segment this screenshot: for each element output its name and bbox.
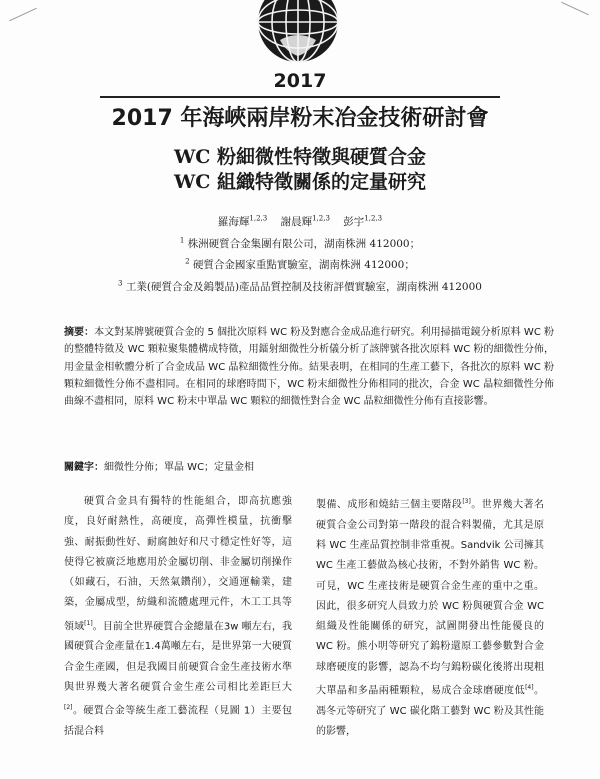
paper-title [0, 145, 600, 195]
paper-title-line-2: WC 組織特徵關係的定量研究 [173, 171, 427, 193]
author-affil-ref: 1,2,3 [364, 214, 383, 223]
conference-title: 2017 年海峽兩岸粉末冶金技術研討會 [111, 106, 489, 131]
body-column-left [64, 492, 292, 742]
affiliation-number: 1 [179, 236, 185, 245]
author-list [0, 214, 600, 229]
citation-ref: [1] [84, 619, 93, 627]
keywords-text: 細微性分佈；單晶 WC；定量金相 [104, 462, 255, 473]
body-text: 製備、成形和燒結三個主要階段 [316, 499, 463, 511]
keywords [64, 458, 254, 473]
body-text: 硬質合金具有獨特的性能組合，即高抗應強度，良好耐熱性，高硬度，高彈性模量，抗衝擊強、耐振動性好、耐腐蝕好和尺寸穩定性好等，這使得它被廣泛地應用於金屬切削、非金屬切削操作（如藏石，石油，天然氣鑽削），交通運輸業，建築，金屬成型，紡織和流體處理元件，木工工具等領域 [64, 496, 292, 633]
body-column-right [316, 492, 544, 742]
author-name: 羅海輝 [217, 216, 250, 228]
affiliation-text: 工業(硬質合金及鎢製品)產品品質控制及技術評價實驗室，湖南株洲 412000 [125, 281, 482, 293]
author-name: 彭宇 [343, 216, 365, 228]
conference-globe-logo [250, 0, 346, 64]
body-text: 。目前全世界硬質合金總量在3w 噸左右，我國硬質合金產量在1.4萬噸左右，是世界第一大硬質合金生產國，但是我國目前硬質合金生產技術水準與世界幾大著名硬質合金生產公司相比差距巨大 [64, 621, 292, 693]
header-rule [100, 96, 500, 98]
body-text: 。世界幾大著名硬質合金公司對第一階段的混合料製備，尤其是原料 WC 生產品質控制非常重視。Sandvik 公司擁其 WC 生產工藝做為核心技術，不對外銷售 WC 粉。可見，WC 生產技術是硬質合金生產的重中之重。因此，很多研究人員致力於 WC 粉與硬質合金 WC 組織及性能關係的研究，試圖開發出性能優良的 WC 粉。熊小明等研究了鎢粉還原工藝參數對合金球磨硬度的影響，認為不均勻鎢粉碳化後將出現粗大單晶和多晶兩種顆粒，易成合金球磨硬度低 [316, 499, 545, 697]
citation-ref: [4] [525, 684, 534, 691]
abstract-label: 摘要： [64, 327, 95, 338]
affiliation [0, 257, 600, 272]
keywords-label: 關鍵字： [64, 462, 104, 473]
logo-year: 2017 [273, 70, 327, 92]
affiliation-number: 2 [185, 257, 190, 266]
scan-artifact [561, 2, 589, 16]
abstract-text: 本文對某牌號硬質合金的 5 個批次原料 WC 粉及對應合金成品進行研究。利用掃描電鏡分析原料 WC 粉的整體特徵及 WC 顆粒聚集體構成特徵，用鐳射細微性分析儀分析了該牌號各批次原料 WC 粉的細微性分佈，用金量金相軟體分析了合金成品 WC 晶粒細微性分佈。結果表明，在相同的生產工藝下，各批次的原料 WC 粉顆粒細微性分佈不盡相同。在相同的球磨時間下，WC 粉末細微性分佈相同的批次，合金 WC 晶粒細微性分佈曲線不盡相同，原料 WC 粉末中單晶 WC 顆粒的細微性對合金 WC 晶粒細微性分佈有直接影響。 [64, 327, 554, 408]
affiliation-text: 株洲硬質合金集團有限公司，湖南株洲 412000； [187, 238, 421, 250]
affiliation-number: 3 [118, 279, 123, 288]
citation-ref: [2] [64, 704, 73, 712]
affiliation [0, 279, 600, 294]
abstract [64, 324, 554, 410]
author-affil-ref: 1,2,3 [249, 214, 268, 223]
body-text: 。硬質合金等統生產工藝流程（見圖 1）主要包括混合料 [64, 705, 292, 737]
citation-ref: [3] [462, 498, 471, 505]
affiliation-text: 硬質合金國家重點實驗室，湖南株洲 412000； [192, 259, 415, 271]
scan-artifact [9, 8, 37, 22]
body-text: 。馮冬元等研究了 WC 碳化階工藝對 WC 粉及其性能的影響， [316, 685, 545, 737]
paper-title-line-1: WC 粉細微性特徵與硬質合金 [173, 146, 427, 168]
author-affil-ref: 1,2,3 [312, 214, 330, 223]
author-name: 謝晨輝 [280, 216, 313, 228]
affiliation [0, 236, 600, 251]
